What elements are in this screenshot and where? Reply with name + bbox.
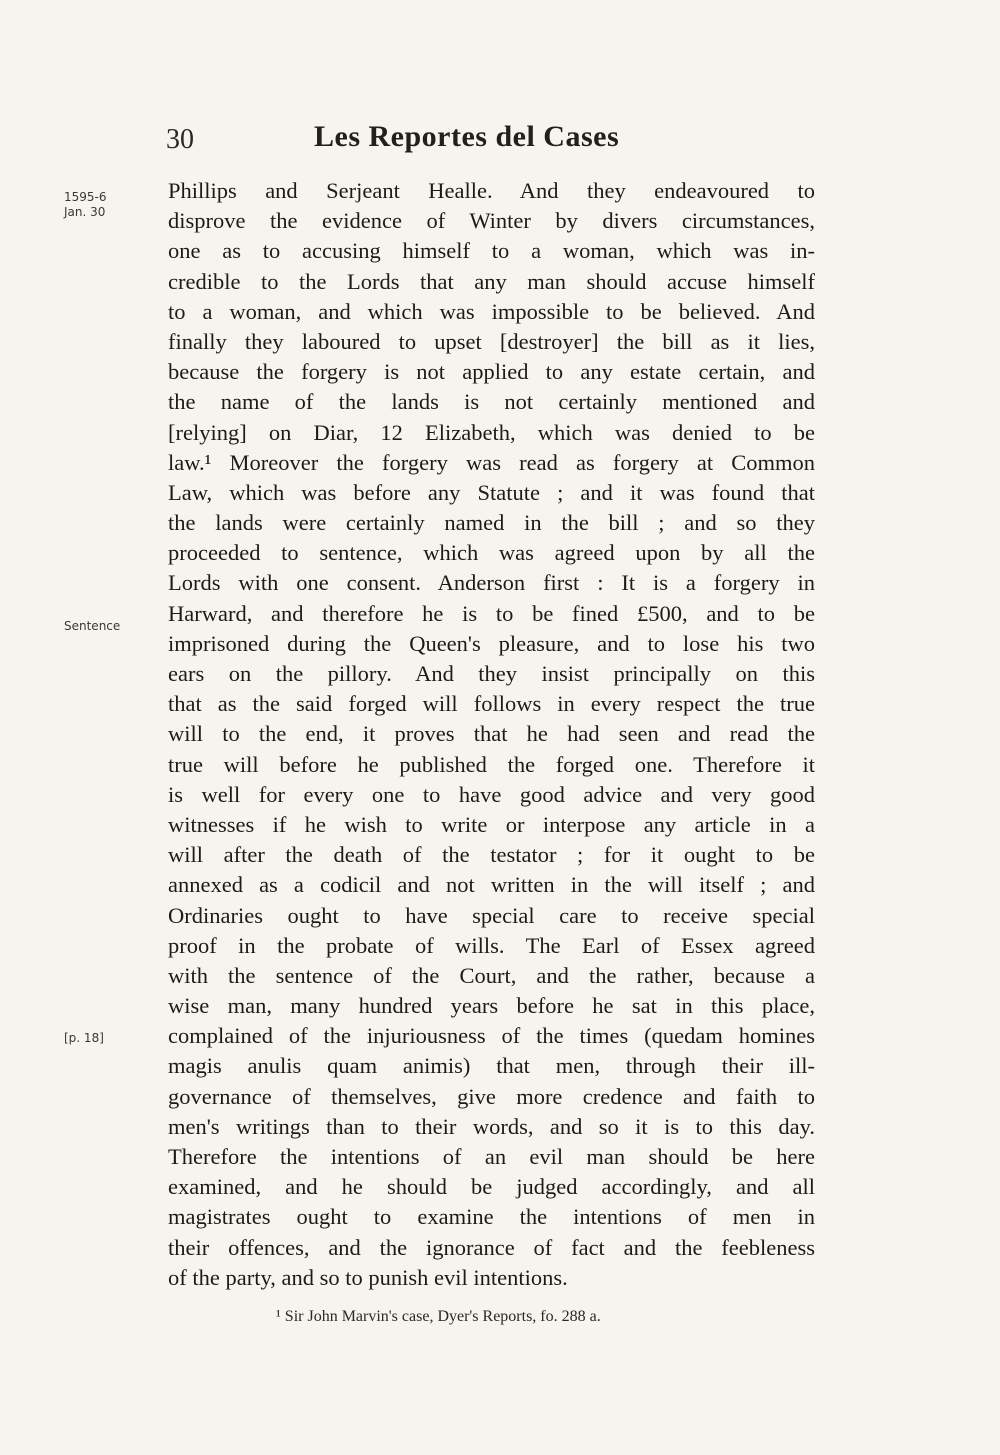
- text-line: witnesses if he wish to write or interpose any article in a: [168, 811, 815, 837]
- body-text: [168, 176, 815, 1293]
- margin-note-sentence: Sentence: [64, 619, 121, 633]
- text-line: because the forgery is not applied to any estate certain, and: [168, 359, 815, 385]
- text-line: Harward, and therefore he is to be fined £500, and to be: [168, 600, 815, 626]
- text-line: governance of themselves, give more credence and faith to: [168, 1083, 815, 1109]
- text-line: with the sentence of the Court, and the rather, because a: [168, 962, 815, 988]
- text-line: men's writings than to their words, and so it is to this day.: [168, 1113, 815, 1139]
- margin-date-day: Jan. 30: [64, 205, 106, 219]
- margin-date: [64, 190, 107, 220]
- text-line: disprove the evidence of Winter by divers circumstances,: [168, 208, 815, 234]
- text-line: magistrates ought to examine the intentions of men in: [168, 1204, 815, 1230]
- text-line: magis anulis quam animis) that men, through their ill-: [168, 1053, 815, 1079]
- text-line: Phillips and Serjeant Healle. And they endeavoured to: [168, 178, 815, 203]
- margin-page-ref: [p. 18]: [64, 1031, 104, 1045]
- text-line: true will before he published the forged one. Therefore it: [168, 751, 815, 777]
- text-line: Lords with one consent. Anderson first : It is a forgery in: [168, 570, 815, 596]
- text-line: wise man, many hundred years before he sat in this place,: [168, 993, 815, 1019]
- text-line: proof in the probate of wills. The Earl of Essex agreed: [168, 932, 815, 958]
- text-line: one as to accusing himself to a woman, which was in-: [168, 238, 815, 264]
- text-line: complained of the injuriousness of the times (quedam homines: [168, 1023, 815, 1049]
- running-title: Les Reportes del Cases: [314, 120, 620, 153]
- text-line: of the party, and so to punish evil intentions.: [168, 1264, 568, 1290]
- text-line: finally they laboured to upset [destroyer] the bill as it lies,: [168, 328, 815, 354]
- text-line: [relying] on Diar, 12 Elizabeth, which was denied to be: [168, 419, 815, 445]
- page-number: 30: [166, 124, 194, 155]
- text-line: Therefore the intentions of an evil man should be here: [168, 1144, 815, 1169]
- text-line: the lands were certainly named in the bill ; and so they: [168, 510, 815, 536]
- text-line: to a woman, and which was impossible to be believed. And: [168, 298, 815, 324]
- text-line: will to the end, it proves that he had seen and read the: [168, 721, 815, 747]
- text-line: law.¹ Moreover the forgery was read as forgery at Common: [168, 449, 815, 475]
- text-line: will after the death of the testator ; for it ought to be: [168, 842, 815, 868]
- text-line: proceeded to sentence, which was agreed upon by all the: [168, 540, 815, 566]
- text-line: imprisoned during the Queen's pleasure, and to lose his two: [168, 630, 815, 656]
- footnote: ¹ Sir John Marvin's case, Dyer's Reports, fo. 288 a.: [276, 1308, 601, 1325]
- text-line: credible to the Lords that any man should accuse himself: [168, 268, 815, 294]
- text-line: the name of the lands is not certainly mentioned and: [168, 389, 815, 415]
- text-line: Law, which was before any Statute ; and it was found that: [168, 479, 815, 505]
- text-line: that as the said forged will follows in every respect the true: [168, 691, 815, 717]
- text-line: is well for every one to have good advice and very good: [168, 781, 815, 807]
- text-line: ears on the pillory. And they insist principally on this: [168, 661, 815, 686]
- text-line: Ordinaries ought to have special care to receive special: [168, 902, 815, 928]
- text-line: their offences, and the ignorance of fact and the feebleness: [168, 1234, 815, 1260]
- text-line: examined, and he should be judged accordingly, and all: [168, 1174, 815, 1200]
- margin-date-year: 1595-6: [64, 190, 107, 204]
- text-line: annexed as a codicil and not written in the will itself ; and: [168, 872, 815, 898]
